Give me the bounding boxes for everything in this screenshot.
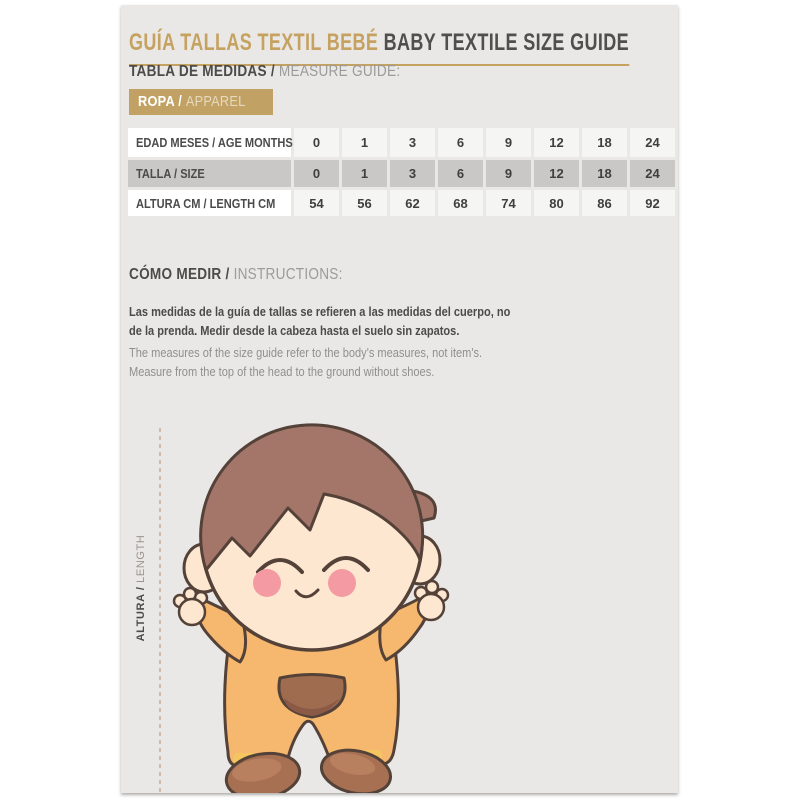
measure-guide-heading: TABLA DE MEDIDAS / MEASURE GUIDE: (129, 63, 401, 80)
table-cell: 6 (438, 128, 483, 157)
page-title-en: BABY TEXTILE SIZE GUIDE (383, 29, 630, 57)
table-row-label-length: ALTURA CM / LENGTH CM (128, 190, 291, 216)
table-cell: 18 (582, 128, 627, 157)
table-cell: 18 (582, 160, 627, 187)
table-cell: 12 (534, 160, 579, 187)
category-badge-apparel (129, 89, 273, 115)
size-table (128, 128, 675, 216)
badge-label-es: ROPA / (138, 93, 183, 110)
table-cell: 1 (342, 160, 387, 187)
table-row-label-age: EDAD MESES / AGE MONTHS (128, 128, 291, 157)
table-cell: 24 (630, 160, 675, 187)
height-axis-label (135, 535, 147, 642)
page-title-es: GUÍA TALLAS TEXTIL BEBÉ (129, 29, 379, 57)
baby-hand-left (174, 588, 207, 625)
table-cell: 9 (486, 160, 531, 187)
table-cell: 74 (486, 190, 531, 216)
baby-cheek-left (253, 569, 281, 597)
table-cell: 3 (390, 160, 435, 187)
instructions-heading: CÓMO MEDIR / INSTRUCTIONS: (129, 266, 343, 283)
table-cell: 12 (534, 128, 579, 157)
height-axis-label-es: ALTURA / (135, 586, 147, 642)
instructions-text-es: Las medidas de la guía de tallas se refieren a las medidas del cuerpo, no de la prenda. Medir desde la cabeza hasta el suelo sin zapatos. (129, 304, 511, 338)
table-cell: 3 (390, 128, 435, 157)
table-cell: 62 (390, 190, 435, 216)
badge-label-en: APPAREL (185, 93, 246, 110)
table-cell: 6 (438, 160, 483, 187)
table-cell: 54 (294, 190, 339, 216)
table-cell: 68 (438, 190, 483, 216)
size-guide-panel (121, 5, 678, 793)
table-cell: 0 (294, 128, 339, 157)
instructions-text-en: The measures of the size guide refer to the body's measures, not item's. Measure from the top of the head to the ground without shoes. (129, 345, 483, 379)
table-cell: 24 (630, 128, 675, 157)
table-cell: 56 (342, 190, 387, 216)
table-cell: 86 (582, 190, 627, 216)
table-cell: 92 (630, 190, 675, 216)
baby-cheek-right (328, 569, 356, 597)
table-cell: 9 (486, 128, 531, 157)
table-cell: 1 (342, 128, 387, 157)
table-cell: 80 (534, 190, 579, 216)
baby-hand-right (415, 581, 448, 620)
height-axis-label-en: LENGTH (135, 534, 147, 583)
page-title (129, 29, 678, 66)
height-measure-dashed-line (159, 428, 161, 793)
table-cell: 0 (294, 160, 339, 187)
baby-illustration (170, 420, 460, 793)
table-row-label-size: TALLA / SIZE (128, 160, 291, 187)
